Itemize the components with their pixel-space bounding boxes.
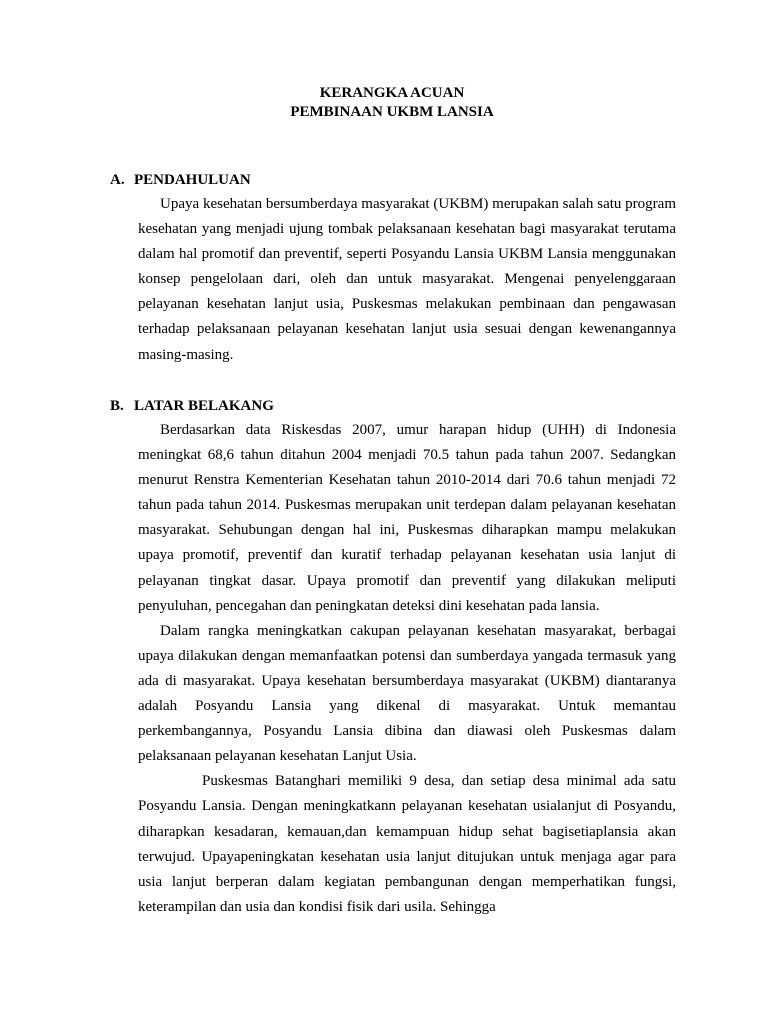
section-a-body [138,192,676,368]
paragraph: Upaya kesehatan bersumberdaya masyarakat (UKBM) merupakan salah satu program kesehatan yang menjadi ujung tombak pelaksanaan kesehatan bagi masyarakat terutama dalam hal promotif dan preventif, seperti Posyandu Lansia UKBM Lansia menggunakan konsep pengelolaan dari, oleh dan untuk masyarakat. Mengenai penyelenggaraan pelayanan kesehatan lanjut usia, Puskesmas melakukan pembinaan dan pengawasan terhadap pelaksanaan pelayanan kesehatan lanjut usia sesuai dengan kewenangannya masing-masing. [138,196,676,363]
section-a-title: PENDAHULUAN [134,172,251,188]
title-line-2: PEMBINAAN UKBM LANSIA [290,104,494,120]
section-a-letter: A. [110,172,125,188]
section-b-heading [110,396,274,416]
paragraph: Puskesmas Batanghari memiliki 9 desa, dan setiap desa minimal ada satu Posyandu Lansia. Dengan meningkatkann pelayanan kesehatan usialanjut di Posyandu, diharapkan kesadaran, kemauan,dan kemampuan hidup sehat bagisetiaplansia akan terwujud. Upayapeningkatan kesehatan usia lanjut ditujukan untuk menjaga agar para usia lanjut berperan dalam kegiatan pembangunan dengan memperhatikan fungsi, keterampilan dan usia dan kondisi fisik dari usila. Sehingga [138,773,676,915]
paragraph: Berdasarkan data Riskesdas 2007, umur harapan hidup (UHH) di Indonesia meningkat 68,6 tahun ditahun 2004 menjadi 70.5 tahun pada tahun 2007. Sedangkan menurut Renstra Kementerian Kesehatan tahun 2010-2014 dari 70.6 tahun menjadi 72 tahun pada tahun 2014. Puskesmas merupakan unit terdepan dalam pelayanan kesehatan masyarakat. Sehubungan dengan hal ini, Puskesmas diharapkan mampu melakukan upaya promotif, preventif dan kuratif terhadap pelayanan kesehatan usia lanjut di pelayanan tingkat dasar. Upaya promotif dan preventif yang dilakukan meliputi penyuluhan, pencegahan dan peningkatan deteksi dini kesehatan pada lansia. [138,422,676,614]
paragraph: Dalam rangka meningkatkan cakupan pelayanan kesehatan masyarakat, berbagai upaya dilakukan dengan memanfaatkan potensi dan sumberdaya yangada termasuk yang ada di masyarakat. Upaya kesehatan bersumberdaya masyarakat (UKBM) diantaranya adalah Posyandu Lansia yang dikenal di masyarakat. Untuk memantau perkembangannya, Posyandu Lansia dibina dan diawasi oleh Puskesmas dalam pelaksanaan pelayanan kesehatan Lanjut Usia. [138,622,676,765]
document-title [0,84,768,122]
section-b-title: LATAR BELAKANG [134,398,274,414]
section-a-heading [110,170,251,190]
title-line-1: KERANGKA ACUAN [319,85,465,101]
section-b-letter: B. [110,398,124,414]
section-b-body [138,418,676,920]
